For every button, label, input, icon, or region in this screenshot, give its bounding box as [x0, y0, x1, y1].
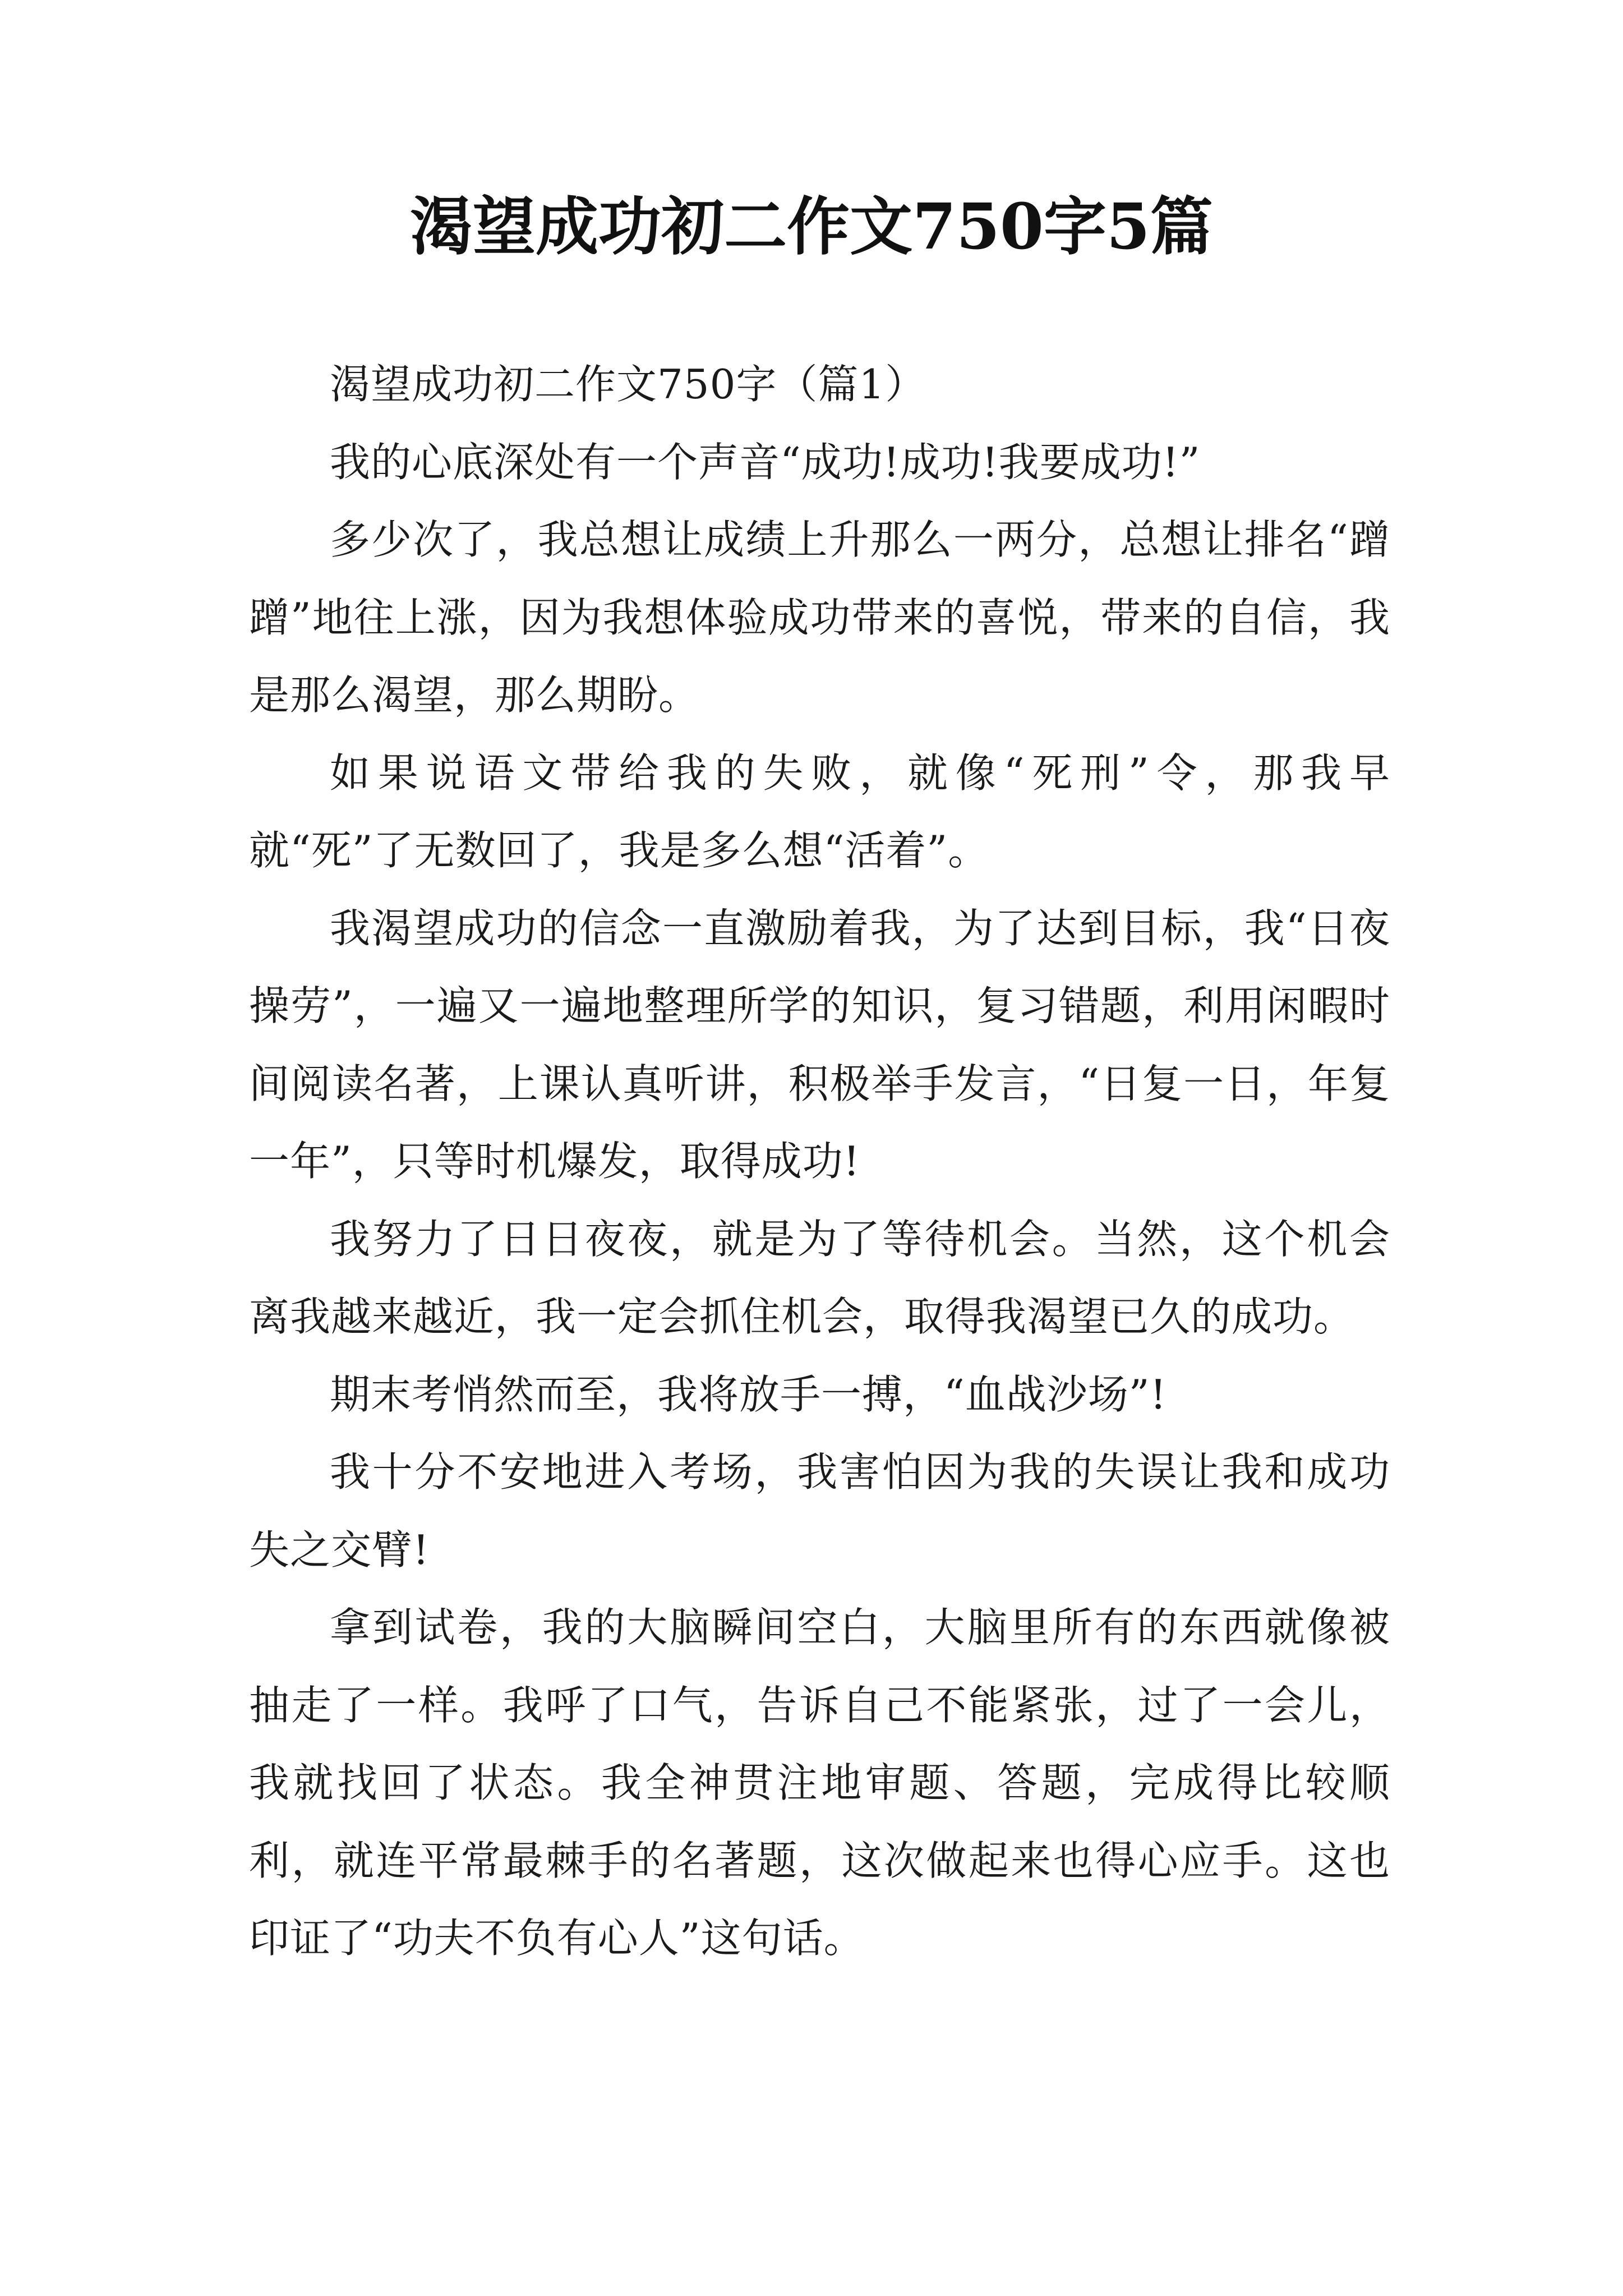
- paragraph: 多少次了，我总想让成绩上升那么一两分，总想让排名“蹭蹭”地往上涨，因为我想体验成功带来的喜悦，带来的自信，我是那么渴望，那么期盼。: [249, 516, 1390, 719]
- paragraph: 拿到试卷，我的大脑瞬间空白，大脑里所有的东西就像被抽走了一样。我呼了口气，告诉自己不能紧张，过了一会儿，我就找回了状态。我全神贯注地审题、答题，完成得比较顺利，就连平常最棘手的名著题，这次做起来也得心应手。这也印证了“功夫不负有心人”这句话。: [249, 1604, 1390, 1962]
- document-title: 渴望成功初二作文750字5篇: [410, 190, 1213, 264]
- paragraph: 我十分不安地进入考场，我害怕因为我的失误让我和成功失之交臂!: [249, 1448, 1390, 1573]
- paragraph: 如果说语文带给我的失败，就像“死刑”令，那我早就“死”了无数回了，我是多么想“活着”。: [249, 749, 1390, 874]
- document-body: [249, 346, 1390, 1977]
- paragraph: 我努力了日日夜夜，就是为了等待机会。当然，这个机会离我越来越近，我一定会抓住机会，取得我渴望已久的成功。: [249, 1215, 1390, 1340]
- paragraph: 我的心底深处有一个声音“成功!成功!我要成功!”: [330, 438, 1201, 486]
- paragraph-heading: 渴望成功初二作文750字（篇1）: [330, 361, 926, 408]
- paragraph: 我渴望成功的信念一直激励着我，为了达到目标，我“日夜操劳”，一遍又一遍地整理所学的知识，复习错题，利用闲暇时间阅读名著，上课认真听讲，积极举手发言，“日复一日，年复一年”，只等时机爆发，取得成功!: [249, 904, 1390, 1185]
- paragraph: 期末考悄然而至，我将放手一搏，“血战沙场”!: [330, 1370, 1167, 1418]
